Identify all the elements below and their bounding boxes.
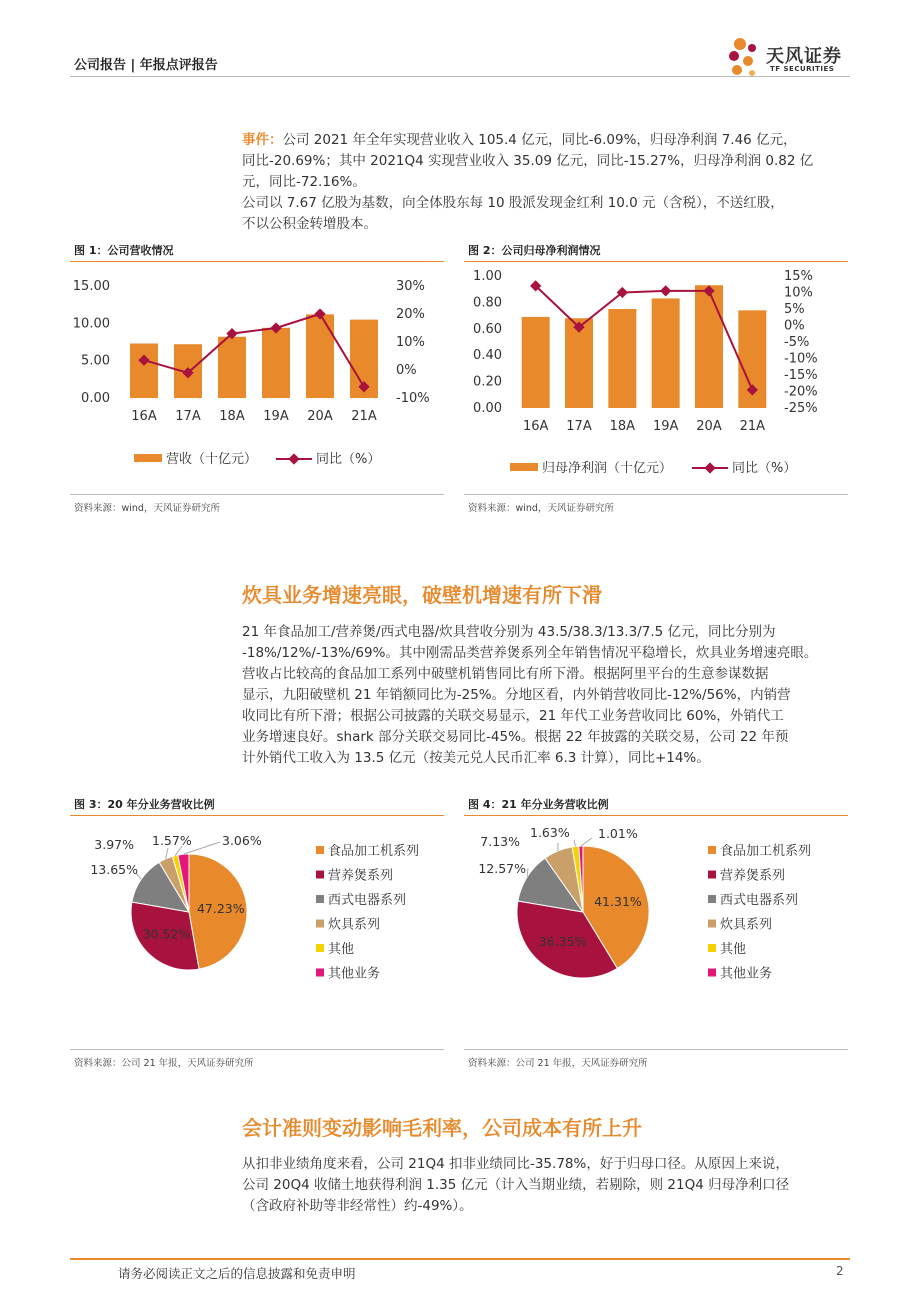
y-axis-tick-label: 0.40 [473, 348, 502, 364]
event-line: 不以公积金转增股本。 [242, 216, 377, 232]
section2-line: 公司 20Q4 收储土地获得利润 1.35 亿元（计入当期业绩，若剔除，则 21Q4 归母净利口径 [242, 1177, 790, 1193]
legend-label: 西式电器系列 [720, 893, 799, 908]
event-label: 事件： [242, 132, 283, 148]
y-axis-tick-label: 1.00 [473, 269, 502, 284]
x-axis-tick-label: 17A [175, 409, 201, 424]
legend-label: 营养煲系列 [720, 868, 786, 884]
legend-swatch [316, 920, 324, 928]
legend-label: 营收（十亿元） [166, 452, 258, 467]
slice-value-label: 3.06% [222, 833, 262, 848]
legend-label: 同比（%） [316, 452, 381, 467]
figure4-title: 图 4：21 年分业务营收比例 [468, 798, 609, 811]
x-axis-tick-label: 20A [696, 419, 722, 434]
logo-wordmark-en: TF SECURITIES [770, 65, 835, 73]
y2-axis-tick-label: -25% [784, 401, 818, 416]
slice-value-label: 36.35% [538, 934, 587, 950]
figure2-source: 资料来源：wind，天风证券研究所 [468, 503, 614, 514]
event-line: 公司 2021 年全年实现营业收入 105.4 亿元，同比-6.09%，归母净利润 7.46 亿元， [282, 132, 797, 148]
legend-label: 炊具系列 [720, 917, 773, 933]
slice-value-label: 1.63% [530, 825, 570, 840]
leader-line [574, 840, 575, 846]
y2-axis-tick-label: -5% [784, 335, 810, 350]
line-point [660, 285, 671, 296]
legend-swatch-bar [134, 454, 162, 462]
legend-label: 炊具系列 [328, 917, 381, 933]
y-axis-tick-label: 0.60 [473, 321, 502, 337]
section1-paragraph [242, 622, 850, 769]
section2-line: 从扣非业绩角度来看，公司 21Q4 扣非业绩同比-35.78%，好于归母口径。从原因上来说， [242, 1156, 789, 1172]
figure3-source: 资料来源：公司 21 年报，天风证券研究所 [74, 1058, 254, 1069]
leader-line [581, 838, 592, 846]
event-paragraph [242, 130, 850, 235]
y2-axis-tick-label: -15% [784, 368, 818, 383]
bar [695, 285, 723, 408]
x-axis-tick-label: 16A [522, 419, 549, 434]
y2-axis-tick-label: 15% [784, 269, 813, 284]
figure1-source: 资料来源：wind，天风证券研究所 [74, 503, 220, 514]
figure1-bottom-rule [70, 494, 444, 495]
y2-axis-tick-label: -20% [784, 384, 818, 400]
legend-swatch [708, 895, 716, 903]
legend-marker [704, 462, 715, 473]
x-axis-tick-label: 21A [739, 419, 766, 434]
section1-line: 业务增速良好。shark 部分关联交易同比-45%。根据 22 年披露的关联交易，公司 22 年预 [242, 729, 789, 745]
legend-swatch [708, 871, 716, 879]
legend-swatch [316, 969, 324, 977]
bar [218, 337, 246, 398]
slice-value-label: 1.57% [152, 833, 192, 848]
section2-line: （含政府补助等非经常性）约-49%）。 [242, 1198, 473, 1214]
y2-axis-tick-label: 10% [396, 335, 425, 350]
leader-line [166, 848, 168, 859]
legend-label: 其他业务 [328, 966, 381, 982]
x-axis-tick-label: 19A [263, 409, 289, 424]
section1-line: 营收占比较高的食品加工系列中破壁机销售同比有所下滑。根据阿里平台的生意参谋数据 [242, 666, 769, 682]
figure1-top-rule [70, 261, 444, 262]
legend-label: 其他 [720, 942, 747, 957]
bar [652, 298, 680, 408]
legend-swatch [316, 846, 324, 854]
y-axis-tick-label: 0.00 [473, 401, 502, 416]
slice-value-label: 12.57% [478, 861, 526, 876]
segment-share-2020-chart [70, 818, 444, 1048]
figure2-bottom-rule [464, 494, 848, 495]
legend-label: 同比（%） [732, 461, 797, 476]
legend-swatch [316, 944, 324, 952]
legend-label: 食品加工机系列 [720, 844, 812, 859]
x-axis-tick-label: 18A [609, 419, 636, 434]
section1-line: 计外销代工收入为 13.5 亿元（按美元兑人民币汇率 6.3 计算），同比+14%。 [242, 750, 710, 766]
revenue-chart [70, 264, 444, 490]
section2-paragraph [242, 1154, 850, 1217]
legend-label: 西式电器系列 [328, 893, 407, 908]
report-type-header: 公司报告 | 年报点评报告 [74, 58, 218, 73]
section1-line: -18%/12%/-13%/69%。其中刚需品类营养煲系列全年销售情况平稳增长，炊具业务增速亮眼。 [242, 645, 818, 661]
y-axis-tick-label: 0.00 [81, 391, 110, 406]
x-axis-tick-label: 17A [566, 419, 592, 434]
y2-axis-tick-label: -10% [784, 351, 818, 367]
section1-line: 21 年食品加工/营养煲/西式电器/炊具营收分别为 43.5/38.3/13.3/7.5 亿元，同比分别为 [242, 624, 776, 640]
legend-label: 其他业务 [720, 966, 773, 982]
x-axis-tick-label: 16A [131, 409, 157, 424]
legend-marker [288, 453, 299, 464]
legend-label: 食品加工机系列 [328, 844, 420, 859]
page-number: 2 [836, 1264, 844, 1278]
y2-axis-tick-label: 0% [396, 363, 417, 378]
bar [262, 328, 290, 398]
bar [608, 309, 636, 408]
figure2-title: 图 2：公司归母净利润情况 [468, 244, 601, 257]
logo-wordmark-cn: 天风证券 [766, 46, 842, 67]
slice-value-label: 7.13% [480, 834, 520, 849]
slice-value-label: 1.01% [598, 826, 638, 841]
event-line: 公司以 7.67 亿股为基数，向全体股东每 10 股派发现金红利 10.0 元（含税），不送红股， [242, 195, 784, 211]
legend-swatch [708, 969, 716, 977]
y-axis-tick-label: 10.00 [72, 316, 110, 332]
y2-axis-tick-label: 30% [396, 279, 425, 294]
y-axis-tick-label: 15.00 [72, 279, 110, 294]
legend-swatch [708, 920, 716, 928]
y2-axis-tick-label: 5% [784, 302, 805, 317]
section-title: 炊具业务增速亮眼，破壁机增速有所下滑 [242, 583, 602, 607]
y2-axis-tick-label: 0% [784, 318, 805, 334]
legend-swatch-bar [510, 463, 538, 471]
x-axis-tick-label: 21A [351, 409, 377, 424]
bar [130, 343, 158, 398]
x-axis-tick-label: 19A [652, 419, 679, 434]
legend-swatch [708, 846, 716, 854]
section-title: 会计准则变动影响毛利率，公司成本有所上升 [242, 1116, 642, 1140]
figure1-title: 图 1：公司营收情况 [74, 244, 174, 257]
legend-swatch [316, 871, 324, 879]
x-axis-tick-label: 18A [219, 409, 245, 424]
slice-value-label: 41.31% [594, 894, 642, 910]
legend-swatch [708, 944, 716, 952]
footer-divider [70, 1258, 850, 1260]
segment-share-2021-chart [464, 818, 848, 1048]
bar [522, 317, 550, 408]
legend-label: 营养煲系列 [328, 868, 394, 884]
net-profit-chart [464, 264, 848, 490]
figure3-bottom-rule [70, 1049, 444, 1050]
figure2-top-rule [464, 261, 848, 262]
slice-value-label: 30.52% [142, 926, 191, 942]
figure4-bottom-rule [464, 1049, 848, 1050]
y-axis-tick-label: 5.00 [81, 353, 110, 369]
legend-label: 其他 [328, 942, 355, 957]
event-line: 同比-20.69%；其中 2021Q4 实现营业收入 35.09 亿元，同比-15.27%，归母净利润 0.82 亿 [242, 153, 814, 169]
y2-axis-tick-label: -10% [396, 391, 430, 406]
y2-axis-tick-label: 10% [784, 285, 813, 301]
slice-value-label: 13.65% [90, 862, 138, 877]
x-axis-tick-label: 20A [307, 409, 333, 424]
section1-line: 收同比有所下滑；根据公司披露的关联交易显示，21 年代工业务营收同比 60%，外销代工 [242, 708, 784, 724]
event-line: 元，同比-72.16%。 [242, 174, 366, 190]
slice-value-label: 3.97% [94, 837, 134, 852]
y-axis-tick-label: 0.20 [473, 374, 502, 390]
legend-label: 归母净利润（十亿元） [542, 461, 673, 476]
slice-value-label: 47.23% [196, 901, 245, 917]
y-axis-tick-label: 0.80 [473, 295, 502, 311]
figure3-top-rule [70, 815, 444, 816]
y2-axis-tick-label: 20% [396, 307, 425, 322]
legend-swatch [316, 895, 324, 903]
figure3-title: 图 3：20 年分业务营收比例 [74, 798, 215, 811]
disclaimer-note: 请务必阅读正文之后的信息披露和免责申明 [118, 1266, 356, 1281]
section1-line: 显示，九阳破壁机 21 年销额同比为-25%。分地区看，内外销营收同比-12%/56%，内销营 [242, 687, 791, 703]
figure4-top-rule [464, 815, 848, 816]
bar [306, 314, 334, 398]
figure4-source: 资料来源：公司 21 年报，天风证券研究所 [468, 1058, 648, 1069]
